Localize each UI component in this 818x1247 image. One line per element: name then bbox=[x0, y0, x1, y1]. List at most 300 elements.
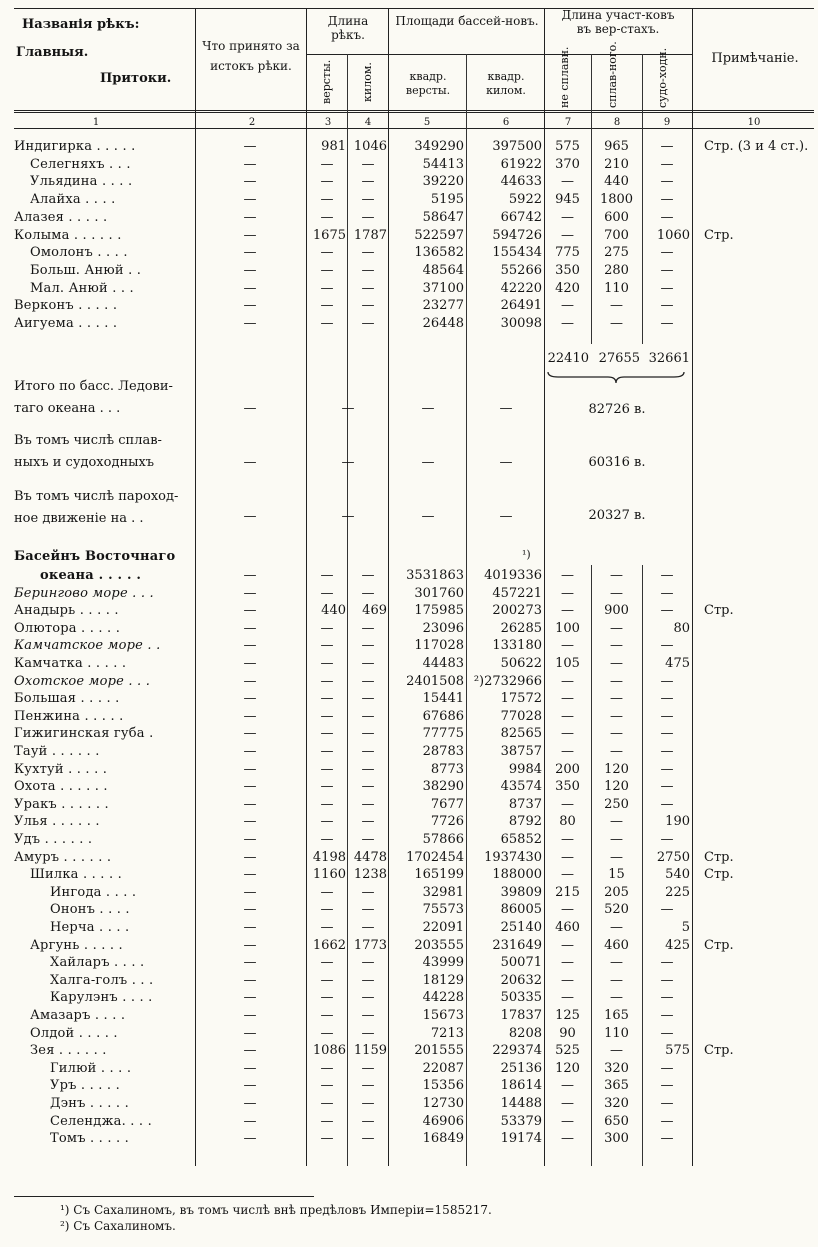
source-cell: — bbox=[243, 867, 257, 883]
river-name: Селенджа. . . . bbox=[50, 1113, 152, 1129]
length-km-cell: — bbox=[361, 691, 375, 707]
source-cell: — bbox=[243, 262, 257, 278]
remark-cell: Стр. (3 и 4 ст.). bbox=[704, 139, 809, 154]
area-km-cell: 39809 bbox=[500, 884, 542, 900]
summary-1-value: 82726 в. bbox=[588, 402, 646, 417]
summary-dashes bbox=[0, 454, 818, 471]
sec-spl-cell: 165 bbox=[604, 1008, 629, 1023]
river-name: Улья . . . . . . bbox=[14, 814, 100, 830]
length-verst-cell: — bbox=[320, 638, 334, 654]
sec-sud-cell: — bbox=[660, 280, 674, 296]
river-name: Уръ . . . . . bbox=[50, 1078, 120, 1094]
sec-sud-cell: 225 bbox=[665, 884, 690, 900]
area-km-cell: 26491 bbox=[500, 298, 542, 314]
sec-ne-cell: 105 bbox=[555, 656, 580, 671]
dash: — bbox=[421, 401, 435, 416]
sec-spl-cell: — bbox=[610, 585, 623, 601]
area-km-cell: 17837 bbox=[500, 1008, 542, 1023]
dash: — bbox=[421, 509, 435, 524]
river-name: Алазея . . . . . bbox=[14, 209, 108, 225]
table-row bbox=[0, 778, 818, 795]
length-km-cell: — bbox=[361, 174, 375, 190]
sec-sud-cell: — bbox=[660, 1096, 674, 1111]
sec-ne-cell: 370 bbox=[555, 156, 580, 172]
sec-ne-cell: 575 bbox=[555, 139, 580, 154]
sec-ne-cell: — bbox=[561, 744, 574, 759]
sec-spl-cell: — bbox=[610, 1043, 623, 1059]
sec-sud-cell: — bbox=[660, 156, 674, 172]
table-row bbox=[0, 227, 818, 244]
length-km-cell: — bbox=[361, 673, 375, 689]
col-number: 6 bbox=[502, 117, 510, 128]
length-verst-cell: 981 bbox=[321, 139, 346, 154]
length-km-cell: 1773 bbox=[353, 937, 387, 953]
area-verst-cell: 2401508 bbox=[406, 673, 464, 689]
sec-sud-cell: — bbox=[660, 174, 674, 190]
river-name: Удъ . . . . . . bbox=[14, 832, 93, 847]
col-number: 3 bbox=[324, 117, 332, 128]
source-cell: — bbox=[243, 192, 257, 208]
sec-sud-cell: — bbox=[660, 673, 674, 689]
length-km-cell: — bbox=[361, 1078, 375, 1094]
header-length-verst: версты. bbox=[320, 59, 333, 105]
sec-ne-cell: — bbox=[561, 568, 574, 583]
table-row bbox=[0, 743, 818, 760]
length-verst-cell: — bbox=[320, 955, 334, 971]
sec-sud-cell: — bbox=[660, 568, 674, 583]
source-cell: — bbox=[243, 726, 257, 742]
sec-spl-cell: 300 bbox=[604, 1131, 629, 1147]
length-verst-cell: — bbox=[320, 691, 334, 707]
source-cell: — bbox=[243, 761, 257, 777]
area-verst-cell: 301760 bbox=[414, 585, 464, 601]
header-names-trib: Притоки. bbox=[100, 71, 172, 86]
length-km-cell: — bbox=[361, 726, 375, 742]
length-verst-cell: — bbox=[320, 156, 334, 172]
area-verst-cell: 37100 bbox=[422, 280, 464, 296]
dash: — bbox=[341, 401, 355, 416]
sec-sud-cell: — bbox=[660, 262, 674, 278]
length-km-cell: — bbox=[361, 796, 375, 812]
sec-spl-cell: 650 bbox=[604, 1113, 629, 1129]
table-row bbox=[0, 761, 818, 778]
source-cell: — bbox=[243, 298, 257, 314]
area-verst-cell: 28783 bbox=[422, 744, 464, 759]
area-km-cell: 188000 bbox=[492, 867, 542, 883]
length-verst-cell: — bbox=[320, 245, 334, 261]
table-row bbox=[0, 708, 818, 725]
area-verst-cell: 32981 bbox=[422, 884, 464, 900]
remark-cell: Стр. bbox=[704, 867, 734, 883]
area-km-cell: 66742 bbox=[500, 209, 542, 225]
table-row bbox=[0, 690, 818, 707]
source-cell: — bbox=[243, 280, 257, 296]
remark-cell: Стр. bbox=[704, 227, 734, 243]
subtotal-brace bbox=[546, 370, 686, 384]
area-verst-cell: 203555 bbox=[414, 937, 464, 953]
sec-spl-cell: 520 bbox=[604, 902, 629, 918]
sec-sud-cell: — bbox=[660, 955, 674, 971]
table-row bbox=[0, 138, 818, 155]
length-km-cell: — bbox=[361, 814, 375, 830]
table-row bbox=[0, 884, 818, 901]
summary-line: Въ томъ числѣ пароход- bbox=[14, 489, 179, 504]
area-km-cell: 44633 bbox=[500, 174, 542, 190]
area-verst-cell: 3531863 bbox=[406, 568, 464, 583]
length-km-cell: — bbox=[361, 638, 375, 654]
dash: — bbox=[243, 401, 257, 416]
area-verst-cell: 44483 bbox=[422, 656, 464, 671]
length-km-cell: — bbox=[361, 656, 375, 671]
sec-ne-cell: — bbox=[561, 691, 574, 707]
area-km-cell: 43574 bbox=[500, 779, 542, 795]
source-cell: — bbox=[243, 1131, 257, 1147]
river-name: Амазаръ . . . . bbox=[30, 1008, 126, 1023]
length-km-cell: — bbox=[361, 744, 375, 759]
area-km-cell: 397500 bbox=[492, 139, 542, 154]
area-km-cell: 14488 bbox=[500, 1096, 542, 1111]
header-sec-ne: не сплавн. bbox=[558, 46, 571, 108]
subtotal-sud: 32661 bbox=[648, 351, 690, 366]
sec-ne-cell: — bbox=[561, 316, 574, 331]
area-verst-cell: 77775 bbox=[422, 726, 464, 742]
river-name: Уракъ . . . . . . bbox=[14, 796, 109, 812]
river-name: Кухтуй . . . . . bbox=[14, 761, 108, 777]
river-name: Амуръ . . . . . . bbox=[14, 849, 112, 865]
area-verst-cell: 522597 bbox=[414, 227, 464, 243]
area-km-cell: 38757 bbox=[500, 744, 542, 759]
river-name: Мал. Анюй . . . bbox=[30, 280, 134, 296]
col-number: 5 bbox=[423, 117, 431, 128]
sec-ne-cell: 775 bbox=[555, 245, 580, 261]
sec-spl-cell: — bbox=[610, 955, 623, 971]
area-km-cell: 231649 bbox=[492, 937, 542, 953]
length-verst-cell: — bbox=[320, 1131, 334, 1147]
length-verst-cell: 4198 bbox=[312, 849, 346, 865]
col-number: 2 bbox=[248, 117, 256, 128]
sec-sud-cell: 80 bbox=[673, 620, 690, 636]
source-cell: — bbox=[243, 139, 257, 154]
header-sec-spl: сплав-ного. bbox=[606, 41, 619, 108]
sec-ne-cell: — bbox=[561, 1131, 574, 1147]
length-km-cell: — bbox=[361, 192, 375, 208]
table-row bbox=[0, 315, 818, 332]
col-number: 10 bbox=[747, 117, 761, 128]
area-verst-cell: 201555 bbox=[414, 1043, 464, 1059]
area-verst-cell: 46906 bbox=[422, 1113, 464, 1129]
sec-spl-cell: — bbox=[610, 849, 623, 865]
river-name: Индигирка . . . . . bbox=[14, 139, 136, 154]
source-cell: — bbox=[243, 849, 257, 865]
source-cell: — bbox=[243, 902, 257, 918]
sec-ne-cell: — bbox=[561, 638, 574, 654]
sec-sud-cell: — bbox=[660, 139, 674, 154]
river-name: Анадырь . . . . . bbox=[14, 603, 119, 619]
sec-sud-cell: — bbox=[660, 1078, 674, 1094]
length-verst-cell: — bbox=[320, 708, 334, 724]
source-cell: — bbox=[243, 316, 257, 331]
sec-ne-cell: — bbox=[561, 673, 574, 689]
sec-spl-cell: 280 bbox=[604, 262, 629, 278]
river-name: Селегняхъ . . . bbox=[30, 156, 131, 172]
area-km-cell: 42220 bbox=[500, 280, 542, 296]
sec-spl-cell: 440 bbox=[604, 174, 629, 190]
length-verst-cell: — bbox=[320, 673, 334, 689]
sec-ne-cell: — bbox=[561, 708, 574, 724]
sec-sud-cell: 190 bbox=[665, 814, 690, 830]
sec-ne-cell: 200 bbox=[555, 761, 580, 777]
area-verst-cell: 57866 bbox=[422, 832, 464, 847]
sec-ne-cell: 350 bbox=[555, 262, 580, 278]
area-km-cell: 229374 bbox=[492, 1043, 542, 1059]
sec-sud-cell: — bbox=[660, 245, 674, 261]
sec-spl-cell: — bbox=[610, 744, 623, 759]
source-cell: — bbox=[243, 568, 257, 583]
length-verst-cell: — bbox=[320, 990, 334, 1006]
sec-sud-cell: — bbox=[660, 691, 674, 707]
dash: — bbox=[341, 455, 355, 470]
area-verst-cell: 26448 bbox=[422, 316, 464, 331]
header-length: Длина рѣкъ. bbox=[327, 14, 369, 42]
length-km-cell: — bbox=[361, 316, 375, 331]
sec-ne-cell: 945 bbox=[555, 192, 580, 208]
source-cell: — bbox=[243, 832, 257, 847]
area-verst-cell: 349290 bbox=[414, 139, 464, 154]
sec-spl-cell: — bbox=[610, 920, 623, 935]
sec-sud-cell: — bbox=[660, 316, 674, 331]
table-row bbox=[0, 972, 818, 989]
area-verst-cell: 8773 bbox=[430, 761, 464, 777]
area-verst-cell: 175985 bbox=[414, 603, 464, 619]
river-name: Зея . . . . . . bbox=[30, 1043, 107, 1059]
area-km-cell: 133180 bbox=[492, 638, 542, 654]
header-source: Что принято за истокъ рѣки. bbox=[202, 39, 300, 73]
source-cell: — bbox=[243, 920, 257, 935]
sec-ne-cell: — bbox=[561, 1078, 574, 1094]
sec-ne-cell: — bbox=[561, 174, 574, 190]
sec-spl-cell: — bbox=[610, 298, 623, 314]
area-verst-cell: 7213 bbox=[430, 1025, 464, 1041]
length-km-cell: — bbox=[361, 280, 375, 296]
length-km-cell: — bbox=[361, 990, 375, 1006]
sec-sud-cell: 575 bbox=[665, 1043, 690, 1059]
river-name: Хайларъ . . . . bbox=[50, 955, 145, 971]
length-km-cell: — bbox=[361, 884, 375, 900]
header-sub-rule bbox=[306, 54, 692, 55]
col-number: 4 bbox=[364, 117, 372, 128]
length-km-cell: — bbox=[361, 1060, 375, 1076]
river-name: Охота . . . . . . bbox=[14, 779, 108, 795]
river-name: Ононъ . . . . bbox=[50, 902, 130, 918]
length-verst-cell: — bbox=[320, 620, 334, 636]
sec-spl-cell: 600 bbox=[604, 209, 629, 225]
remark-cell: Стр. bbox=[704, 849, 734, 865]
dash: — bbox=[243, 509, 257, 524]
length-verst-cell: 1086 bbox=[312, 1043, 346, 1059]
area-verst-cell: 15356 bbox=[422, 1078, 464, 1094]
area-km-cell: ²)2732966 bbox=[473, 673, 542, 689]
river-name: Гижигинская губа . bbox=[14, 726, 154, 742]
source-cell: — bbox=[243, 227, 257, 243]
remark-cell: Стр. bbox=[704, 603, 734, 619]
sec-ne-cell: 350 bbox=[555, 779, 580, 795]
sec-sud-cell: — bbox=[660, 1113, 674, 1129]
sec-ne-cell: 80 bbox=[559, 814, 576, 830]
length-verst-cell: — bbox=[320, 1025, 334, 1041]
table-row bbox=[0, 173, 818, 190]
length-km-cell: — bbox=[361, 209, 375, 225]
area-km-cell: 53379 bbox=[500, 1113, 542, 1129]
length-verst-cell: 1675 bbox=[312, 227, 346, 243]
length-km-cell: — bbox=[361, 568, 375, 583]
area-verst-cell: 1702454 bbox=[406, 849, 464, 865]
length-km-cell: — bbox=[361, 920, 375, 935]
area-verst-cell: 67686 bbox=[422, 708, 464, 724]
sec-sud-cell: 475 bbox=[665, 656, 690, 671]
length-verst-cell: — bbox=[320, 744, 334, 759]
sec-spl-cell: — bbox=[610, 972, 623, 988]
table-row bbox=[0, 937, 818, 954]
table-row bbox=[0, 209, 818, 226]
table-row bbox=[0, 1130, 818, 1147]
sec-ne-cell: — bbox=[561, 972, 574, 988]
area-km-cell: 86005 bbox=[500, 902, 542, 918]
table-row bbox=[0, 919, 818, 936]
sec-sud-cell: — bbox=[660, 585, 674, 601]
source-cell: — bbox=[243, 1060, 257, 1076]
area-km-cell: 457221 bbox=[492, 585, 542, 601]
sec-ne-cell: — bbox=[561, 955, 574, 971]
area-verst-cell: 15673 bbox=[422, 1008, 464, 1023]
area-verst-cell: 58647 bbox=[422, 209, 464, 225]
sec-spl-cell: 120 bbox=[604, 779, 629, 795]
length-verst-cell: 1662 bbox=[312, 937, 346, 953]
sec-sud-cell: — bbox=[660, 298, 674, 314]
summary-dashes bbox=[0, 508, 818, 525]
area-verst-cell: 44228 bbox=[422, 990, 464, 1006]
sec-sud-cell: — bbox=[660, 1025, 674, 1041]
river-name: Ингода . . . . bbox=[50, 884, 137, 900]
sec-sud-cell: — bbox=[660, 1060, 674, 1076]
arctic-subtotals-row bbox=[0, 350, 818, 367]
source-cell: — bbox=[243, 603, 257, 619]
area-km-cell: 8737 bbox=[508, 796, 542, 812]
pacific-title: Басейнъ Восточнаго bbox=[14, 549, 176, 564]
source-cell: — bbox=[243, 245, 257, 261]
river-name: Нерча . . . . bbox=[50, 920, 130, 935]
river-name: Карулэнъ . . . . bbox=[50, 990, 153, 1006]
table-row bbox=[0, 280, 818, 297]
source-cell: — bbox=[243, 708, 257, 724]
length-verst-cell: — bbox=[320, 568, 334, 583]
sec-sud-cell: — bbox=[660, 726, 674, 742]
sec-sud-cell: 425 bbox=[665, 937, 690, 953]
river-name: Тауй . . . . . . bbox=[14, 744, 100, 759]
river-name: Колыма . . . . . . bbox=[14, 227, 122, 243]
sec-ne-cell: — bbox=[561, 585, 574, 601]
length-km-cell: — bbox=[361, 902, 375, 918]
table-row bbox=[0, 1060, 818, 1077]
source-cell: — bbox=[243, 744, 257, 759]
sec-sud-cell: — bbox=[660, 192, 674, 208]
sec-ne-cell: — bbox=[561, 832, 574, 847]
col-number: 8 bbox=[613, 117, 621, 128]
sec-ne-cell: 460 bbox=[555, 920, 580, 935]
source-cell: — bbox=[243, 174, 257, 190]
area-km-cell: 25140 bbox=[500, 920, 542, 935]
area-km-cell: 1937430 bbox=[484, 849, 542, 865]
length-verst-cell: — bbox=[320, 262, 334, 278]
sec-sud-cell: — bbox=[660, 1131, 674, 1147]
sec-ne-cell: — bbox=[561, 990, 574, 1006]
sec-spl-cell: 365 bbox=[604, 1078, 629, 1094]
sec-spl-cell: — bbox=[610, 814, 623, 830]
length-verst-cell: — bbox=[320, 832, 334, 847]
area-verst-cell: 16849 bbox=[422, 1131, 464, 1147]
table-row bbox=[0, 585, 818, 602]
table-row bbox=[0, 989, 818, 1006]
table-row bbox=[0, 262, 818, 279]
sec-ne-cell: — bbox=[561, 849, 574, 865]
sec-ne-cell: — bbox=[561, 209, 574, 225]
header-names-title: Названія рѣкъ: bbox=[22, 17, 140, 32]
length-km-cell: — bbox=[361, 955, 375, 971]
sec-ne-cell: 215 bbox=[555, 884, 580, 900]
sec-spl-cell: — bbox=[610, 638, 623, 654]
summary-line: Итого по басс. Ледови- bbox=[14, 379, 173, 394]
length-verst-cell: — bbox=[320, 796, 334, 812]
table-row bbox=[0, 1042, 818, 1059]
table-row bbox=[0, 191, 818, 208]
sec-spl-cell: 320 bbox=[604, 1060, 629, 1076]
length-verst-cell: — bbox=[320, 761, 334, 777]
length-verst-cell: — bbox=[320, 192, 334, 208]
table-row bbox=[0, 156, 818, 173]
area-km-cell: 594726 bbox=[492, 227, 542, 243]
length-km-cell: — bbox=[361, 972, 375, 988]
river-name: Берингово море . . . bbox=[14, 585, 154, 601]
river-name: Шилка . . . . . bbox=[30, 867, 122, 883]
sec-ne-cell: 120 bbox=[555, 1060, 580, 1076]
river-name: Верконъ . . . . . bbox=[14, 298, 118, 314]
source-cell: — bbox=[243, 814, 257, 830]
length-km-cell: — bbox=[361, 1008, 375, 1023]
sec-sud-cell: 1060 bbox=[656, 227, 690, 243]
area-km-cell: 19174 bbox=[500, 1131, 542, 1147]
header-area-km: квадр. килом. bbox=[486, 70, 526, 97]
area-verst-cell: 12730 bbox=[422, 1096, 464, 1111]
sec-ne-cell: 420 bbox=[555, 280, 580, 296]
length-verst-cell: — bbox=[320, 814, 334, 830]
dash: — bbox=[341, 509, 355, 524]
sec-spl-cell: 205 bbox=[604, 884, 629, 900]
length-verst-cell: — bbox=[320, 779, 334, 795]
sec-spl-cell: 15 bbox=[608, 867, 625, 883]
source-cell: — bbox=[243, 1008, 257, 1023]
sec-spl-cell: 460 bbox=[604, 937, 629, 953]
sec-spl-cell: — bbox=[610, 316, 623, 331]
table-row bbox=[0, 866, 818, 883]
sec-sud-cell: 5 bbox=[681, 920, 690, 935]
table-row bbox=[0, 954, 818, 971]
sec-spl-cell: — bbox=[610, 568, 623, 583]
length-km-cell: — bbox=[361, 1025, 375, 1041]
dash: — bbox=[499, 401, 513, 416]
area-km-cell: 50335 bbox=[500, 990, 542, 1006]
length-verst-cell: — bbox=[320, 884, 334, 900]
river-name: Олдой . . . . . bbox=[30, 1025, 118, 1041]
length-km-cell: 1046 bbox=[353, 139, 387, 154]
